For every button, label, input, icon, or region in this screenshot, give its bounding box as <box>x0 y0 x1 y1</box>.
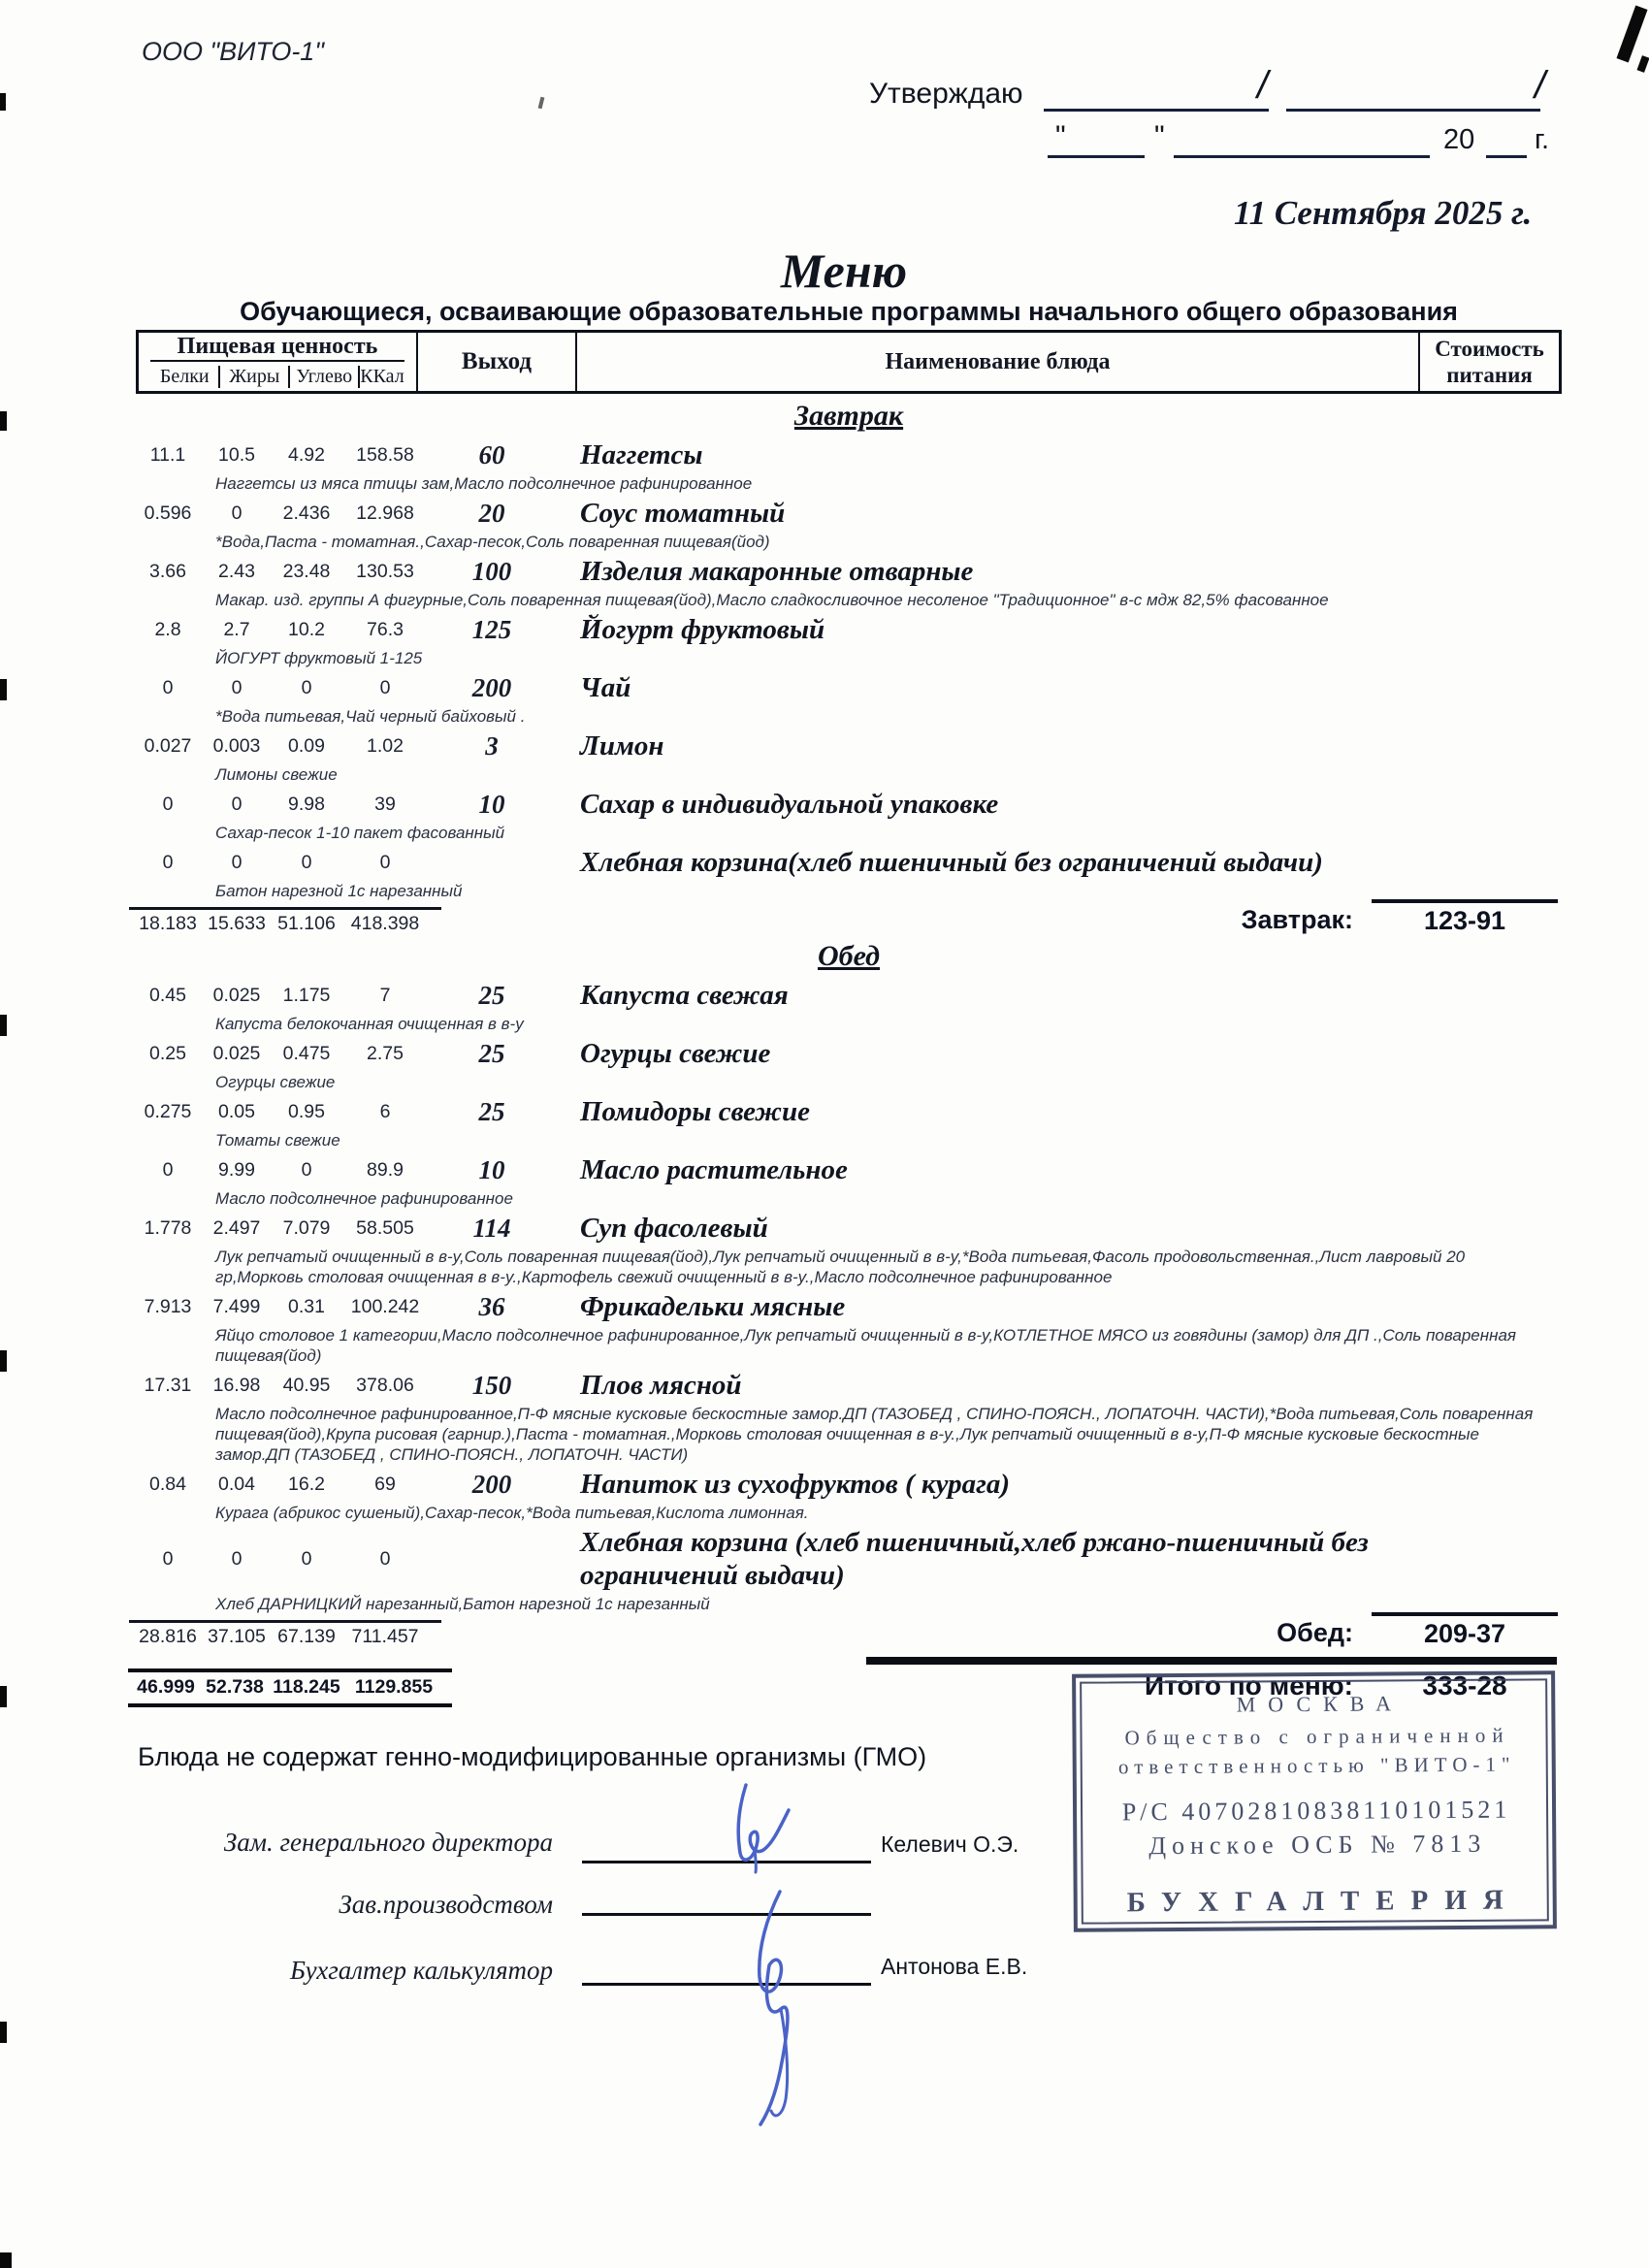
year-blank <box>1486 155 1527 158</box>
grand-total-label: Итого по меню: <box>1145 1670 1353 1701</box>
portion-value: 20 <box>478 498 505 528</box>
dish-name: Фрикадельки мясные <box>580 1291 846 1322</box>
nutrition-values <box>0 1296 429 1318</box>
fat-value: 7.499 <box>212 1295 261 1317</box>
carbs-value: 0 <box>301 1158 312 1181</box>
protein-value: 0 <box>162 1158 174 1181</box>
kcal-value: 158.58 <box>356 443 414 466</box>
nutrition-values <box>0 1101 429 1123</box>
signature-role-deputy-director: Зам. генерального директора <box>223 1828 553 1857</box>
stamp-inner-border <box>1080 1678 1549 1924</box>
fat-value: 2.43 <box>218 560 255 582</box>
protein-value: 7.913 <box>144 1295 192 1317</box>
kcal-value: 0 <box>379 676 391 698</box>
carbs-value: 4.92 <box>288 443 325 466</box>
protein-value: 0.84 <box>149 1473 186 1495</box>
dish-ingredients: Курага (абрикос сушеный),Сахар-песок,*Вода питьевая,Кислота лимонная. <box>215 1504 809 1522</box>
menu-item <box>0 671 1649 727</box>
dish-ingredients: Капуста белокочанная очищенная в в-у <box>215 1015 524 1033</box>
kcal-value: 2.75 <box>367 1042 404 1064</box>
scan-artifact <box>0 411 7 431</box>
stamp-account: Р/С 40702810838110101521 <box>1121 1795 1511 1827</box>
menu-item <box>0 1153 1649 1209</box>
menu-item-main-line <box>0 671 1649 704</box>
menu-item <box>0 1037 1649 1092</box>
protein-value: 0.275 <box>144 1100 192 1122</box>
portion-value: 150 <box>471 1370 512 1400</box>
carbs-value: 0.09 <box>288 734 325 757</box>
column-carbs: Углево <box>288 366 358 388</box>
kcal-value: 69 <box>374 1473 396 1495</box>
scan-artifact <box>0 1686 7 1707</box>
scan-artifact <box>538 97 545 110</box>
dish-name: Наггетсы <box>580 439 703 470</box>
nutrition-values <box>0 794 429 816</box>
fat-value: 0 <box>231 502 242 524</box>
signature-role-production-manager: Зав.производством <box>339 1890 553 1919</box>
dish-ingredients: Наггетсы из мяса птицы зам,Масло подсолнечное рафинированное <box>215 474 753 493</box>
carbs-value: 16.2 <box>288 1473 325 1495</box>
dish-name: Сахар в индивидуальной упаковке <box>580 789 999 820</box>
dish-name: Хлебная корзина (хлеб пшеничный,хлеб ржано-пшеничный без ограничений выдачи) <box>580 1527 1369 1591</box>
nutrition-values <box>0 1159 429 1182</box>
menu-item-main-line <box>0 497 1649 530</box>
stamp-department: БУХГАЛТЕРИЯ <box>1126 1884 1520 1919</box>
protein-value: 3.66 <box>149 560 186 582</box>
dish-ingredients: *Вода питьевая,Чай черный байховый . <box>215 707 526 726</box>
nutrition-values <box>0 735 429 758</box>
menu-item-main-line <box>0 846 1649 879</box>
menu-item-main-line <box>0 729 1649 762</box>
dish-name: Масло растительное <box>580 1154 848 1185</box>
kcal-value: 130.53 <box>356 560 414 582</box>
year-suffix: г. <box>1535 124 1550 155</box>
nutrition-values <box>0 677 429 699</box>
nutrition-values <box>0 561 429 583</box>
menu-item-main-line <box>0 1369 1649 1402</box>
carbs-value: 0 <box>301 676 312 698</box>
menu-item-main-line <box>0 1095 1649 1128</box>
fat-value: 9.99 <box>218 1158 255 1181</box>
carbs-value: 0.31 <box>288 1295 325 1317</box>
table-header <box>136 330 1562 394</box>
dish-name: Суп фасолевый <box>580 1213 768 1244</box>
menu-item <box>0 979 1649 1034</box>
scan-artifact <box>0 1015 7 1036</box>
fat-value: 0.05 <box>218 1100 255 1122</box>
carbs-value: 7.079 <box>282 1216 331 1239</box>
grand-total-rule <box>866 1657 1557 1665</box>
breakfast-subtotal-row <box>0 905 1649 940</box>
dish-name: Напиток из сухофруктов ( курага) <box>580 1469 1010 1500</box>
protein-value: 1.778 <box>144 1216 192 1239</box>
menu-item <box>0 497 1649 552</box>
dish-ingredients: Хлеб ДАРНИЦКИЙ нарезанный,Батон нарезной 1с нарезанный <box>215 1595 710 1613</box>
protein-value: 0.027 <box>144 734 192 757</box>
carbs-value: 2.436 <box>282 502 331 524</box>
scan-artifact <box>0 2252 12 2268</box>
portion-value: 36 <box>478 1291 505 1321</box>
subtotal-overline <box>129 1620 441 1623</box>
column-protein: Белки <box>159 365 210 387</box>
section-title-breakfast: Завтрак <box>793 400 904 432</box>
fat-value: 16.98 <box>212 1374 261 1396</box>
page-title: Меню <box>780 243 908 298</box>
fat-value: 0.04 <box>218 1473 255 1495</box>
lunch-subtotal-row <box>0 1618 1649 1653</box>
signature-role-accountant: Бухгалтер калькулятор <box>290 1956 553 1985</box>
portion-value: 25 <box>478 980 505 1010</box>
approve-slash: / <box>1257 64 1269 107</box>
dish-name: Капуста свежая <box>580 980 789 1011</box>
kcal-value: 89.9 <box>367 1158 404 1181</box>
portion-value: 10 <box>478 1154 505 1184</box>
approve-label: Утверждаю <box>869 78 1023 110</box>
portion-value: 200 <box>471 1469 512 1499</box>
protein-value: 0 <box>162 1547 174 1570</box>
portion-value: 100 <box>471 556 512 586</box>
kcal-value: 100.242 <box>350 1295 420 1317</box>
dish-name: Лимон <box>580 730 664 761</box>
kcal-value: 39 <box>374 793 396 815</box>
nutrition-values <box>0 1548 429 1571</box>
nutrition-values <box>0 619 429 641</box>
protein-value: 0.45 <box>149 984 186 1006</box>
grand-total-values: 46.999 52.738 118.245 1129.855 <box>128 1669 452 1707</box>
stamp-org-line1: Общество с ограниченной <box>1124 1723 1510 1750</box>
portion-value: 10 <box>478 789 505 819</box>
fat-value: 0.003 <box>212 734 261 757</box>
carbs-value: 0 <box>301 851 312 873</box>
portion-value: 200 <box>471 672 512 702</box>
signature-name-antonova: Антонова Е.В. <box>881 1954 1028 1979</box>
protein-value: 0 <box>162 793 174 815</box>
menu-item <box>0 1526 1649 1614</box>
protein-value: 0 <box>162 851 174 873</box>
fat-value: 0 <box>231 793 242 815</box>
dish-name: Хлебная корзина(хлеб пшеничный без ограничений выдачи) <box>580 847 1323 878</box>
menu-item <box>0 1290 1649 1366</box>
date-quote-close: " <box>1154 120 1165 152</box>
scan-artifact <box>0 679 7 700</box>
approve-blank-line <box>1286 109 1540 112</box>
signature-name-kelevich: Келевич О.Э. <box>881 1831 1019 1857</box>
column-nutrition-title: Пищевая ценность <box>150 334 404 362</box>
nutrition-values <box>0 852 429 874</box>
accounting-stamp <box>1072 1670 1557 1931</box>
dish-ingredients: Сахар-песок 1-10 пакет фасованный <box>215 824 505 842</box>
handwritten-signature-2 <box>726 1888 842 2130</box>
signature-line <box>582 1983 871 1986</box>
page-subtitle: Обучающиеся, осваивающие образовательные программы начального общего образования <box>240 297 1458 326</box>
menu-item <box>0 788 1649 843</box>
dish-name: Чай <box>580 672 631 703</box>
portion-value: 3 <box>485 730 499 761</box>
fat-value: 0.025 <box>212 984 261 1006</box>
fat-value: 0 <box>231 676 242 698</box>
carbs-value: 9.98 <box>288 793 325 815</box>
lunch-subtotal-cost: 209-37 <box>1372 1612 1558 1649</box>
menu-item-main-line <box>0 1526 1649 1592</box>
menu-item <box>0 1212 1649 1287</box>
menu-item <box>0 1468 1649 1523</box>
nutrition-values <box>0 1375 429 1397</box>
dish-name: Соус томатный <box>580 498 786 529</box>
company-name: ООО "ВИТО-1" <box>142 37 324 66</box>
nutrition-values <box>0 444 429 467</box>
carbs-value: 0 <box>301 1547 312 1570</box>
stamp-city: МОСКВА <box>1236 1691 1405 1717</box>
section-title-lunch: Обед <box>817 940 881 972</box>
carbs-value: 0.95 <box>288 1100 325 1122</box>
scan-artifact <box>1616 6 1647 63</box>
scan-artifact <box>1637 55 1649 73</box>
menu-item <box>0 1095 1649 1150</box>
menu-item-main-line <box>0 1037 1649 1070</box>
kcal-value: 58.505 <box>356 1216 414 1239</box>
gmo-note: Блюда не содержат генно-модифицированные организмы (ГМО) <box>138 1742 927 1771</box>
protein-value: 2.8 <box>154 618 181 640</box>
lunch-subtotal-label: Обед: <box>1277 1618 1353 1647</box>
column-kcal: ККал <box>360 365 404 387</box>
lunch-items <box>0 979 1649 1614</box>
portion-value: 25 <box>478 1096 505 1126</box>
lunch-subtotal-values: 28.816 37.105 67.139 711.457 <box>139 1626 419 1647</box>
protein-value: 0.25 <box>149 1042 186 1064</box>
dish-ingredients: Масло подсолнечное рафинированное,П-Ф мясные кусковые бескостные замор.ДП (ТАЗОБЕД , СПИНО-ПОЯСН., ЛОПАТОЧН. ЧАСТИ),*Вода питьевая,Соль поваренная пищевая(йод),Крупа рисовая (гарнир.),Паста - томатная.,Морковь столовая очищенная в в-у.,Лук репчатый очищенный в в-у,П-Ф мясные кусковые бескостные замор.ДП (ТАЗОБЕД , СПИНО-ПОЯСН., ЛОПАТОЧН. ЧАСТИ) <box>215 1405 1534 1464</box>
menu-item-main-line <box>0 1153 1649 1186</box>
fat-value: 0 <box>231 1547 242 1570</box>
breakfast-subtotal-cost: 123-91 <box>1372 899 1558 936</box>
menu-item <box>0 555 1649 610</box>
kcal-value: 378.06 <box>356 1374 414 1396</box>
breakfast-items <box>0 438 1649 901</box>
menu-item-main-line <box>0 1468 1649 1501</box>
dish-ingredients: *Вода,Паста - томатная.,Сахар-песок,Соль поваренная пищевая(йод) <box>215 533 770 551</box>
menu-item-main-line <box>0 1212 1649 1245</box>
portion-value: 25 <box>478 1038 505 1068</box>
protein-value: 0.596 <box>144 502 192 524</box>
date-quote-open: " <box>1055 120 1066 152</box>
column-dish-name: Наименование блюда <box>575 333 1418 391</box>
portion-value: 60 <box>478 439 505 470</box>
dish-name: Плов мясной <box>580 1370 742 1401</box>
date-month-blank <box>1174 155 1430 158</box>
dish-ingredients: Лук репчатый очищенный в в-у,Соль поваренная пищевая(йод),Лук репчатый очищенный в в-у,*Вода питьевая,Фасоль продовольственная.,Лист лавровый 20 гр,Морковь столовая очищенная в в-у.,Картофель свежий очищенный в в-у.,Масло подсолнечное рафинированное <box>215 1247 1466 1286</box>
fat-value: 0.025 <box>212 1042 261 1064</box>
scan-artifact <box>0 2022 7 2043</box>
column-output: Выход <box>416 333 575 391</box>
signature-line <box>582 1913 871 1916</box>
fat-value: 10.5 <box>218 443 255 466</box>
nutrition-values <box>0 1474 429 1496</box>
portion-value: 125 <box>471 614 512 644</box>
menu-item <box>0 613 1649 668</box>
column-nutrition <box>139 333 416 391</box>
carbs-value: 10.2 <box>288 618 325 640</box>
carbs-value: 40.95 <box>282 1374 331 1396</box>
column-fat: Жиры <box>218 366 288 388</box>
kcal-value: 7 <box>379 984 391 1006</box>
dish-name: Огурцы свежие <box>580 1038 771 1069</box>
protein-value: 17.31 <box>144 1374 192 1396</box>
fat-value: 0 <box>231 851 242 873</box>
menu-item-main-line <box>0 1290 1649 1323</box>
dish-name: Помидоры свежие <box>580 1096 810 1127</box>
nutrition-values <box>0 502 429 525</box>
dish-ingredients: Масло подсолнечное рафинированное <box>215 1189 513 1208</box>
portion-value: 114 <box>472 1213 511 1243</box>
breakfast-subtotal-values: 18.183 15.633 51.106 418.398 <box>139 913 420 934</box>
menu-item-main-line <box>0 788 1649 821</box>
stamp-bank: Донское ОСБ № 7813 <box>1148 1829 1487 1861</box>
carbs-value: 23.48 <box>282 560 331 582</box>
nutrition-subcolumns <box>150 366 404 388</box>
year-prefix: 20 <box>1443 124 1475 155</box>
dish-name: Изделия макаронные отварные <box>580 556 974 587</box>
menu-item <box>0 729 1649 785</box>
dish-ingredients: Яйцо столовое 1 категории,Масло подсолнечное рафинированное,Лук репчатый очищенный в в-у,КОТЛЕТНОЕ МЯСО из говядины (замор) для ДП .,Соль поваренная пищевая(йод) <box>215 1326 1516 1365</box>
approve-blank-line <box>1044 109 1269 112</box>
kcal-value: 0 <box>379 851 391 873</box>
menu-item-main-line <box>0 555 1649 588</box>
dish-ingredients: Томаты свежие <box>215 1131 340 1150</box>
carbs-value: 0.475 <box>282 1042 331 1064</box>
scan-artifact <box>0 1350 7 1372</box>
scan-artifact <box>0 93 6 111</box>
menu-item-main-line <box>0 438 1649 471</box>
dish-ingredients: Батон нарезной 1с нарезанный <box>215 882 463 900</box>
menu-item <box>0 846 1649 901</box>
nutrition-values <box>0 985 429 1007</box>
document-date: 11 Сентября 2025 г. <box>1234 194 1533 232</box>
kcal-value: 1.02 <box>367 734 404 757</box>
menu-item <box>0 438 1649 494</box>
date-day-blank <box>1048 155 1145 158</box>
menu-item <box>0 1369 1649 1465</box>
carbs-value: 1.175 <box>282 984 331 1006</box>
dish-name: Йогурт фруктовый <box>580 614 825 645</box>
kcal-value: 76.3 <box>367 618 404 640</box>
menu-content <box>0 400 1649 1772</box>
menu-item-main-line <box>0 979 1649 1012</box>
menu-item-main-line <box>0 613 1649 646</box>
fat-value: 2.497 <box>212 1216 261 1239</box>
grand-total-cost: 333-28 <box>1422 1670 1507 1701</box>
dish-ingredients: ЙОГУРТ фруктовый 1-125 <box>215 649 423 667</box>
approve-slash: / <box>1535 64 1546 107</box>
nutrition-values <box>0 1043 429 1065</box>
protein-value: 0 <box>162 676 174 698</box>
dish-ingredients: Огурцы свежие <box>215 1073 336 1091</box>
kcal-value: 12.968 <box>356 502 414 524</box>
column-cost: Стоимость питания <box>1418 333 1559 391</box>
kcal-value: 0 <box>379 1547 391 1570</box>
breakfast-subtotal-label: Завтрак: <box>1241 905 1353 934</box>
subtotal-overline <box>129 907 441 910</box>
dish-ingredients: Лимоны свежие <box>215 765 338 784</box>
protein-value: 11.1 <box>149 443 186 466</box>
kcal-value: 6 <box>379 1100 391 1122</box>
fat-value: 2.7 <box>223 618 250 640</box>
nutrition-values <box>0 1217 429 1240</box>
dish-ingredients: Макар. изд. группы А фигурные,Соль поваренная пищевая(йод),Масло сладкосливочное несоленое "Традиционное" в-с мдж 82,5% фасованное <box>215 591 1329 609</box>
stamp-org-line2: ответственностью "ВИТО-1" <box>1117 1752 1516 1779</box>
signature-line <box>582 1861 871 1863</box>
